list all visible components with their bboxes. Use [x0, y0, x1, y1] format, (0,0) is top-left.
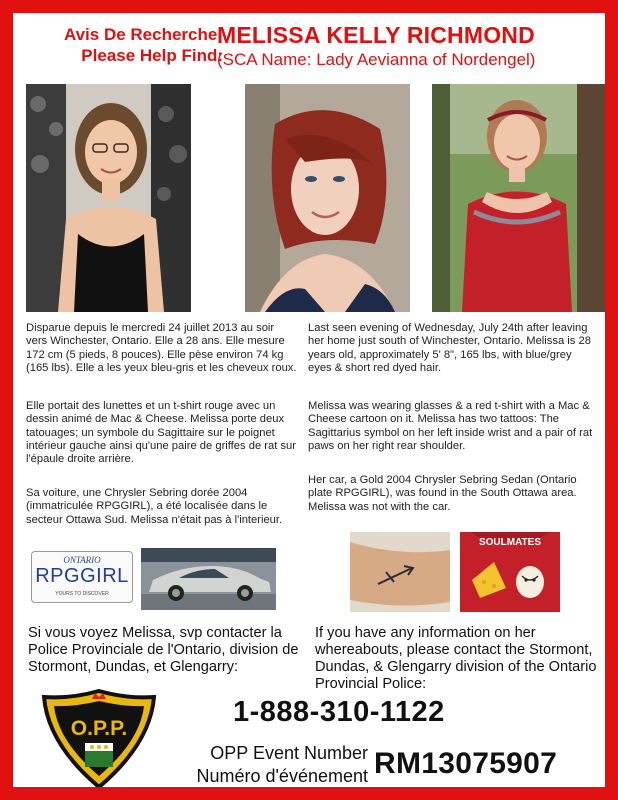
car-photo [141, 548, 276, 610]
english-clothing-tattoos: Melissa was wearing glasses & a red t-shirt with a Mac & Cheese cartoon on it. Melissa has two tattoos: The Sagittarius symbol on her left inside wrist and a pair of rat paws on her right rear shoulder. [308, 400, 593, 452]
opp-logo [40, 689, 158, 789]
photo-red-hair-portrait [245, 84, 410, 312]
english-car: Her car, a Gold 2004 Chrysler Sebring Sedan (Ontario plate RPGGIRL), was found in the South Ottawa area. Melissa was not with the car. [308, 474, 577, 513]
event-label-en: OPP Event Number [210, 743, 368, 763]
license-plate [31, 551, 133, 603]
header-label-fr: Avis De Recherche: [63, 25, 223, 44]
header-label-en: Please Help Find: [81, 46, 223, 65]
plate-slogan: YOURS TO DISCOVER [55, 591, 109, 597]
photo-glasses-black-top [26, 84, 191, 312]
logo-text: O.P.P. [70, 717, 128, 740]
missing-person-name: MELISSA KELLY RICHMOND [217, 22, 535, 48]
tattoo-photo [350, 532, 450, 612]
plate-province: ONTARIO [63, 555, 101, 565]
photo-red-dress-outdoors [432, 84, 606, 312]
phone-number: 1-888-310-1122 [233, 696, 445, 728]
plate-number: RPGGIRL [35, 565, 129, 587]
french-clothing-tattoos: Elle portait des lunettes et un t-shirt rouge avec un dessin animé de Mac & Cheese. Melissa porte deux tatouages; un symbole du Sagittaire sur le poignet intérieur gauche ainsi qu'une paire de griffes de rat sur l'épaule droite arrière. [26, 400, 296, 466]
english-description: Last seen evening of Wednesday, July 24th after leaving her home just south of Winchester, Ontario. Melissa is 28 years old, approximately 5' 8", 165 lbs, with blue/grey eyes & short red dyed hair. [308, 322, 591, 374]
french-description: Disparue depuis le mercredi 24 juillet 2013 au soir vers Winchester, Ontario. Elle a 28 ans. Elle mesure 172 cm (5 pieds, 8 pouces). Elle pèse environ 74 kg (165 lbs). Elle a les yeux bleu-gris et les cheveux roux. [26, 322, 297, 374]
sca-name: (SCA Name: Lady Aevianna of Nordengel) [217, 50, 536, 69]
shirt-text: SOULMATES [478, 537, 542, 548]
event-number: RM13075907 [374, 747, 558, 780]
event-label-fr: Numéro d'événement [196, 766, 368, 786]
french-contact: Si vous voyez Melissa, svp contacter la Police Provinciale de l'Ontario, division de Stormont, Dundas, et Glengarry: [28, 625, 299, 675]
soulmates-shirt-photo [460, 532, 560, 612]
french-car: Sa voiture, une Chrysler Sebring dorée 2004 (immatriculée RPGGIRL), a été localisée dans le secteur Ottawa Sud. Melissa n'était pas à l'interieur. [26, 487, 283, 526]
english-contact: If you have any information on her whereabouts, please contact the Stormont, Dundas, & Glengarry division of the Ontario Provincial Police: [315, 625, 597, 692]
